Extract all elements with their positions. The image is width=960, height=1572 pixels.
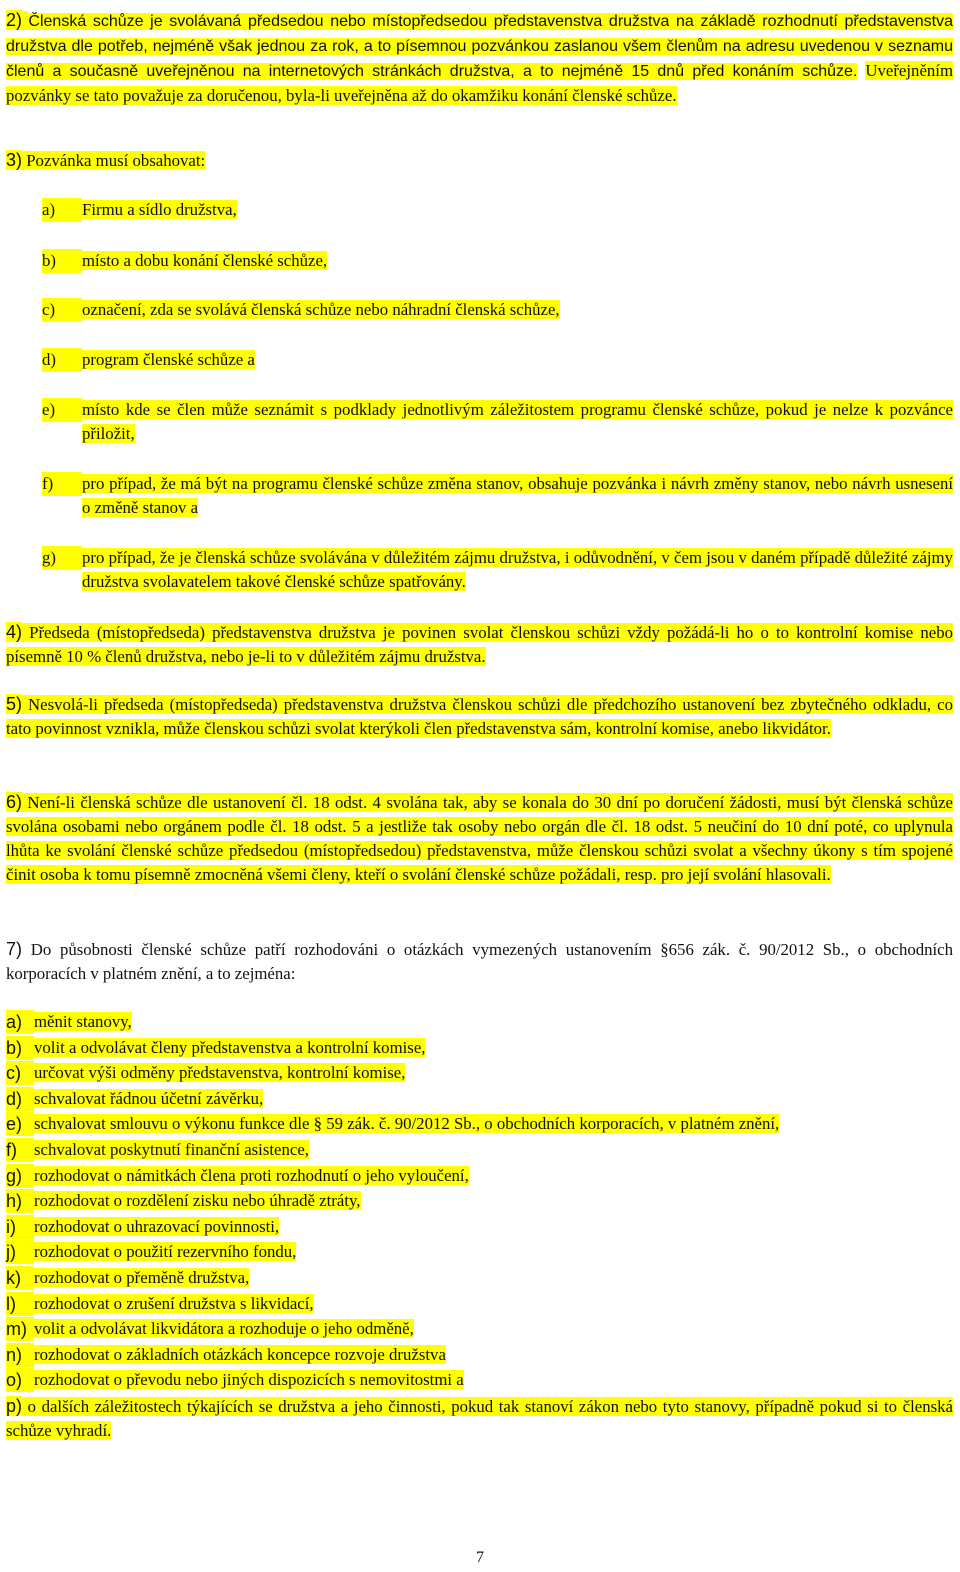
item-text: rozhodovat o použití rezervního fondu, bbox=[34, 1242, 297, 1262]
list-item bbox=[6, 1394, 953, 1443]
paragraph-7 bbox=[6, 937, 953, 986]
paragraph-2 bbox=[6, 8, 953, 108]
item-text: rozhodovat o zrušení družstva s likvidací, bbox=[34, 1293, 314, 1313]
paragraph-number: 5) bbox=[6, 694, 23, 714]
item-label: a) bbox=[42, 198, 82, 222]
list-item bbox=[6, 1292, 953, 1318]
list-item bbox=[6, 1266, 953, 1292]
invite-item bbox=[42, 546, 953, 594]
paragraph-3 bbox=[6, 148, 205, 173]
item-text: rozhodovat o námitkách člena proti rozhodnutí o jeho vyloučení, bbox=[34, 1165, 469, 1185]
item-text: rozhodovat o uhrazovací povinnosti, bbox=[34, 1216, 280, 1236]
section-sign: § bbox=[313, 1114, 323, 1134]
item-label: b) bbox=[6, 1036, 34, 1060]
paragraph-intro: Pozvánka musí obsahovat: bbox=[26, 151, 206, 170]
paragraph-text: Do působnosti členské schůze patří rozhodováni o otázkách vymezených ustanovením bbox=[30, 940, 652, 959]
item-text: rozhodovat o rozdělení zisku nebo úhradě ztráty, bbox=[34, 1191, 361, 1211]
item-label: p) bbox=[6, 1395, 23, 1416]
list-item bbox=[6, 1036, 953, 1062]
item-text: rozhodovat o přeměně družstva, bbox=[34, 1267, 250, 1287]
item-label: g) bbox=[6, 1164, 34, 1188]
list-item bbox=[6, 1343, 953, 1369]
list-item bbox=[6, 1112, 953, 1138]
invite-item bbox=[42, 249, 953, 273]
item-label: l) bbox=[6, 1292, 34, 1316]
paragraph-text: Nesvolá-li předseda (místopředseda) představenstva družstva členskou schůzi dle předchozího ustanovení bez zbytečného odkladu, co tato povinnost vznikla, může členskou schůzi svolat kterýkoli člen představenstva sám, kontrolní komise, anebo likvidátor. bbox=[6, 695, 953, 738]
list-item bbox=[6, 1010, 953, 1036]
item-label: e) bbox=[42, 398, 82, 422]
paragraph-6 bbox=[6, 790, 953, 887]
paragraph-number: 6) bbox=[6, 792, 23, 812]
item-label: e) bbox=[6, 1112, 34, 1136]
item-label: i) bbox=[6, 1215, 34, 1239]
page-number: 7 bbox=[476, 1549, 484, 1566]
list-item bbox=[6, 1061, 953, 1087]
item-text: určovat výši odměny představenstva, kontrolní komise, bbox=[34, 1063, 406, 1083]
item-text: schvalovat poskytnutí finanční asistence, bbox=[34, 1139, 309, 1159]
item-text: volit a odvolávat členy představenstva a kontrolní komise, bbox=[34, 1037, 426, 1057]
item-label: f) bbox=[6, 1138, 34, 1162]
item-text: místo kde se člen může seznámit s podklady jednotlivým záležitostem programu členské schůze, pokud je nelze k pozvánce přiložit, bbox=[82, 400, 953, 443]
paragraph-number: 4) bbox=[6, 622, 23, 642]
item-text: místo a dobu konání členské schůze, bbox=[82, 251, 328, 270]
item-text-rest: 59 zák. č. 90/2012 Sb., o obchodních korporacích, v platném znění, bbox=[326, 1114, 780, 1134]
paragraph-number: 3) bbox=[6, 150, 23, 170]
paragraph-4 bbox=[6, 620, 953, 669]
item-text: o dalších záležitostech týkajících se družstva a jeho činnosti, pokud tak stanoví zákon nebo tyto stanovy, případně pokud si to členská schůze vyhradí. bbox=[6, 1396, 953, 1440]
item-label: f) bbox=[42, 472, 82, 496]
item-label: j) bbox=[6, 1240, 34, 1264]
paragraph-number: 7) bbox=[6, 939, 23, 959]
item-label: h) bbox=[6, 1189, 34, 1213]
list-item bbox=[6, 1189, 953, 1215]
item-label: c) bbox=[42, 298, 82, 322]
list-item bbox=[6, 1164, 953, 1190]
list-item bbox=[6, 1368, 953, 1394]
item-label: c) bbox=[6, 1061, 34, 1085]
paragraph-5 bbox=[6, 692, 953, 741]
item-text: rozhodovat o převodu nebo jiných dispozicích s nemovitostmi a bbox=[34, 1370, 464, 1390]
invite-item bbox=[42, 198, 953, 222]
item-label: k) bbox=[6, 1266, 34, 1290]
paragraph-text: Předseda (místopředseda) představenstva družstva je povinen svolat členskou schůzi vždy požádá-li ho o to kontrolní komise nebo písemně 10 % členů družstva, nebo je-li to v důležitém zájmu družstva. bbox=[6, 623, 953, 666]
list-item bbox=[6, 1087, 953, 1113]
list-item bbox=[6, 1215, 953, 1241]
paragraph-text: Členská schůze je svolávaná předsedou nebo místopředsedou představenstva družstva na základě rozhodnutí představenstva družstva dle potřeb, nejméně však jednou za rok, a to písemnou pozvánkou zaslanou všem členům na adresu uvedenou v seznamu členů a současně uveřejněnou na internetových stránkách družstva, a to nejméně 15 dnů před konáním schůze. bbox=[6, 13, 953, 80]
list-item bbox=[6, 1317, 953, 1343]
item-text: označení, zda se svolává členská schůze nebo náhradní členská schůze, bbox=[82, 300, 560, 319]
item-label: g) bbox=[42, 546, 82, 570]
section-sign: § bbox=[660, 940, 669, 959]
paragraph-number: 2) bbox=[6, 10, 23, 30]
invite-item bbox=[42, 298, 953, 322]
item-text: pro případ, že má být na programu členské schůze změna stanov, obsahuje pozvánka i návrh změny stanov, nebo návrh usnesení o změně stanov a bbox=[82, 474, 953, 517]
invite-item bbox=[42, 472, 953, 520]
item-text: schvalovat smlouvu o výkonu funkce dle bbox=[34, 1114, 310, 1134]
item-text: schvalovat řádnou účetní závěrku, bbox=[34, 1088, 264, 1108]
paragraph-text: Není-li členská schůze dle ustanovení čl. 18 odst. 4 svolána tak, aby se konala do 30 dní po doručení žádosti, musí být členská schůze svolána osobami nebo orgánem podle čl. 18 odst. 5 a jestliže tak osoby nebo orgán dle čl. 18 odst. 5 neučiní do 10 dní poté, co uplynula lhůta ke svolání členské schůze předsedou (místopředsedou) představenstva, může členskou schůzi svolat a všechny úkony s tím spojené činit osoba k tomu písemně zmocněná všemi členy, kteří o svolání členské schůze požádali, resp. pro její svolání hlasovali. bbox=[6, 793, 953, 884]
powers-list bbox=[6, 1010, 953, 1443]
item-label: n) bbox=[6, 1343, 34, 1367]
invite-item bbox=[42, 398, 953, 446]
item-text: měnit stanovy, bbox=[34, 1012, 132, 1031]
item-label: d) bbox=[6, 1087, 34, 1111]
paragraph-text-rest: 656 zák. č. 90/2012 Sb., o obchodních korporacích v platném znění, a to zejména: bbox=[6, 940, 954, 983]
item-text: program členské schůze a bbox=[82, 350, 255, 369]
list-item bbox=[6, 1240, 953, 1266]
item-label: o) bbox=[6, 1368, 34, 1392]
item-label: m) bbox=[6, 1317, 34, 1341]
item-text: rozhodovat o základních otázkách koncepce rozvoje družstva bbox=[34, 1344, 446, 1364]
item-text: volit a odvolávat likvidátora a rozhoduje o jeho odměně, bbox=[34, 1319, 414, 1339]
paragraph-text-2: Uveřejněním pozvánky se tato považuje za doručenou, byla-li uveřejněna až do okamžiku konání členské schůze. bbox=[6, 61, 953, 105]
invite-item bbox=[42, 348, 953, 372]
item-label: b) bbox=[42, 249, 82, 273]
item-text: pro případ, že je členská schůze svolávána v důležitém zájmu družstva, i odůvodnění, v čem jsou v daném případě důležité zájmy družstva svolavatelem takové členské schůze spatřovány. bbox=[82, 548, 953, 591]
list-item bbox=[6, 1138, 953, 1164]
item-label: a) bbox=[6, 1010, 34, 1034]
item-text: Firmu a sídlo družstva, bbox=[82, 200, 237, 219]
item-label: d) bbox=[42, 348, 82, 372]
